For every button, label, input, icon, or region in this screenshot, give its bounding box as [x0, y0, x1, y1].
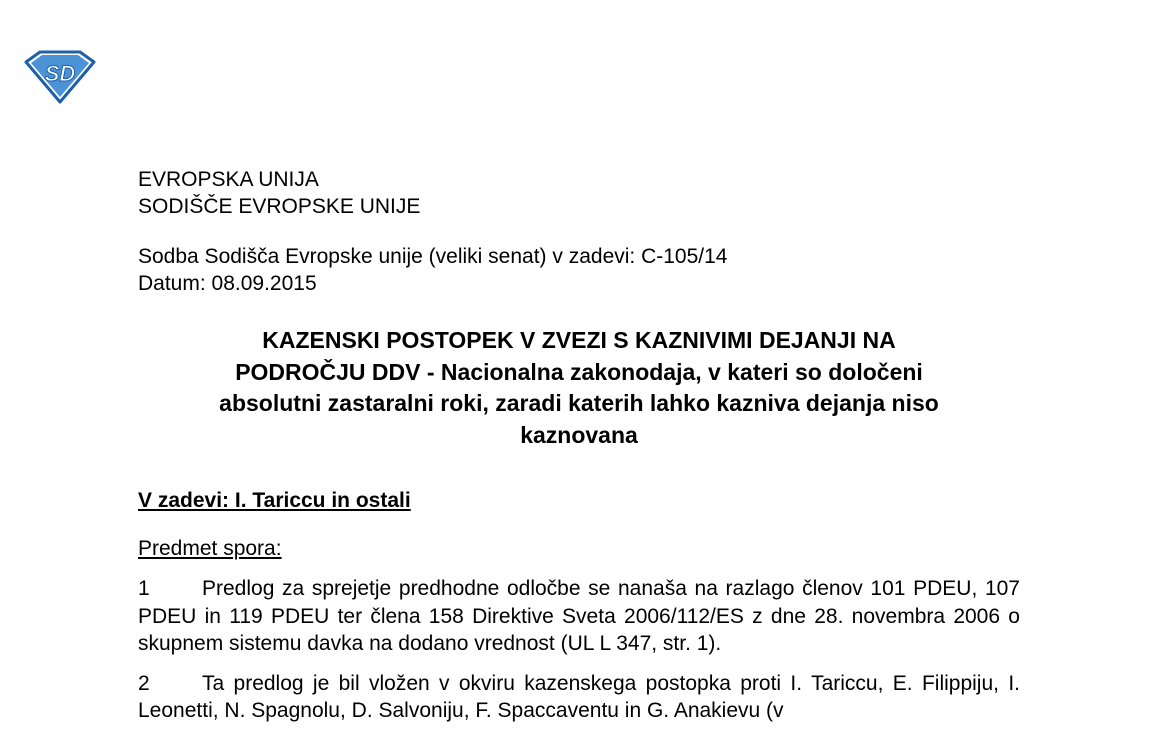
document-body — [138, 166, 1020, 737]
logo-text: SD — [44, 61, 76, 86]
judgment-meta — [138, 243, 1020, 297]
company-logo — [22, 48, 96, 104]
paragraph — [138, 670, 1020, 725]
case-heading: V zadevi: I. Tariccu in ostali — [138, 489, 411, 512]
paragraph — [138, 575, 1020, 658]
title-line-2: PODROČJU DDV - Nacionalna zakonodaja, v kateri so določeni — [235, 358, 923, 385]
judgment-reference: Sodba Sodišča Evropske unije (veliki senat) v zadevi: C-105/14 — [138, 245, 728, 268]
paragraph-text: Predlog za sprejetje predhodne odločbe se nanaša na razlago členov 101 PDEU, 107 PDEU in 119 PDEU ter člena 158 Direktive Sveta 2006/112/ES z dne 28. novembra 2006 o skupnem sistemu davka na dodano vrednost (UL L 347, str. 1). — [138, 577, 1020, 655]
title-line-4: kaznovana — [520, 421, 638, 448]
court-header — [138, 166, 1020, 220]
subject-heading: Predmet spora: — [138, 537, 282, 560]
title-line-1: KAZENSKI POSTOPEK V ZVEZI S KAZNIVIMI DEJANJI NA — [262, 327, 896, 353]
judgment-date: Datum: 08.09.2015 — [138, 272, 317, 295]
paragraph-text: Ta predlog je bil vložen v okviru kazenskega postopka proti I. Tariccu, E. Filippiju, I. Leonetti, N. Spagnolu, D. Salvoniju, F. Spaccaventu in G. Anakievu (v — [138, 671, 1020, 722]
paragraph-number: 1 — [138, 577, 150, 600]
paragraph-number: 2 — [138, 671, 150, 695]
header-line-1: EVROPSKA UNIJA — [138, 168, 319, 191]
title-line-3: absolutni zastaralni roki, zaradi katerih lahko kazniva dejanja niso — [219, 390, 939, 416]
header-line-2: SODIŠČE EVROPSKE UNIJE — [138, 195, 421, 218]
document-title — [138, 325, 1020, 451]
